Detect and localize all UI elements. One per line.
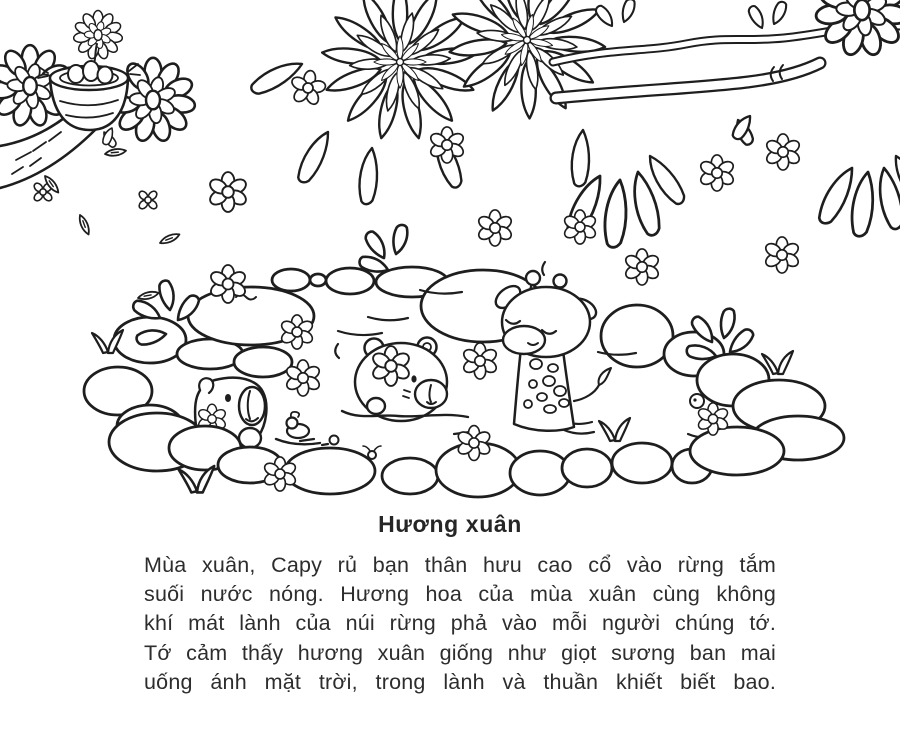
nest-egg [83, 61, 99, 81]
baby-giraffe [492, 271, 611, 431]
rock [382, 458, 438, 494]
giraffe-ossicone [554, 275, 567, 288]
rock [510, 451, 570, 495]
rock [612, 443, 672, 483]
rock [234, 347, 292, 377]
capybara-eye [225, 394, 231, 402]
story-title: Hương xuân [378, 511, 522, 537]
rock [272, 269, 310, 291]
rock [601, 305, 673, 367]
nest-egg [98, 67, 113, 84]
hot-spring-pool [84, 224, 844, 497]
capybara-mouth [239, 387, 265, 425]
rock [690, 427, 784, 475]
chrysanthemum-flower [321, 0, 478, 140]
bear-eye [411, 375, 416, 382]
giraffe-tail [574, 385, 599, 401]
rocks-front [109, 413, 784, 497]
story-paragraph [144, 551, 776, 697]
rock [285, 448, 375, 494]
story-line: khí mát lành của núi rừng phả vào mỗi người chúng tớ. [144, 611, 776, 636]
blossom-branch [553, 0, 900, 238]
duck [287, 412, 310, 438]
daisy-flower [462, 343, 499, 379]
daisy-flower [290, 70, 326, 107]
rock [326, 268, 374, 294]
story-line: Mùa xuân, Capy rủ bạn thân hưu cao cổ vào rừng tắm [144, 553, 776, 577]
story-line: uống ánh mặt trời, trong lành và thuần khiết biết bao. [144, 669, 776, 694]
rock [562, 449, 612, 487]
rock [310, 274, 326, 286]
bubble [330, 436, 339, 445]
nest-egg [68, 65, 84, 83]
giraffe-muzzle [503, 326, 545, 354]
bear-paw [367, 398, 385, 414]
bear-cub [342, 338, 468, 422]
giraffe-ossicone [526, 271, 540, 285]
story-line: Tớ cảm thấy hương xuân giống như giọt sương ban mai [144, 640, 776, 665]
story-line: suối nước nóng. Hương hoa của mùa xuân cùng không [144, 582, 776, 607]
bubble [690, 394, 704, 408]
flower-puff [815, 0, 900, 57]
leaf-fan [814, 152, 900, 238]
chrysanthemum-flower [434, 0, 620, 133]
